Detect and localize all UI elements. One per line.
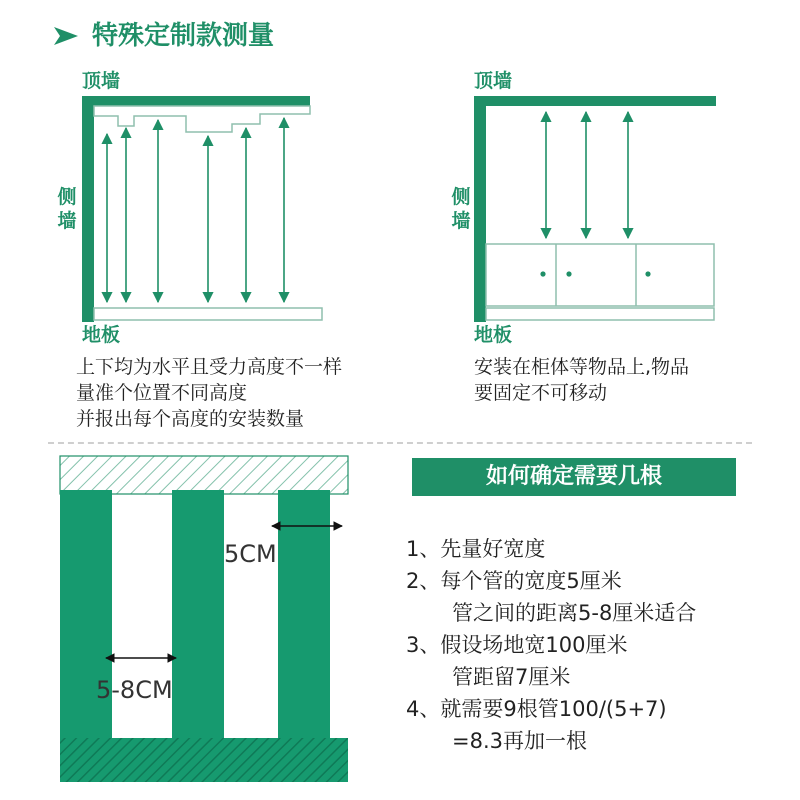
step-text: 就需要9根管100/(5+7) [440, 697, 667, 721]
step-number: 2、 [406, 569, 441, 593]
step-item [406, 630, 627, 660]
step-text: 每个管的宽度5厘米 [440, 569, 622, 593]
right-caption-line: 安装在柜体等物品上,物品 [474, 356, 690, 378]
left-wall-label-2: 墙 [57, 210, 77, 232]
step-number: 3、 [406, 633, 441, 657]
left-ceiling [82, 96, 310, 106]
left-caption-line: 并报出每个高度的安装数量 [76, 408, 305, 430]
bottom-base [60, 738, 348, 782]
step-number: 4、 [406, 697, 441, 721]
pipe-spacing-diagram [0, 440, 380, 800]
step-text: 先量好宽度 [440, 537, 546, 561]
left-floor-label: 地板 [82, 324, 121, 346]
step-number: 1、 [406, 537, 441, 561]
left-caption-line: 量准个位置不同高度 [76, 382, 248, 404]
page-title: 特殊定制款测量 [92, 21, 275, 51]
right-floor [486, 308, 714, 320]
step-text: 管之间的距离5-8厘米适合 [452, 601, 697, 625]
pipe [278, 490, 330, 738]
right-wall-label-2: 墙 [451, 210, 471, 232]
step-text: 管距留7厘米 [452, 665, 571, 689]
how-many-banner: 如何确定需要几根 [412, 458, 736, 496]
step-item [406, 566, 622, 596]
cabinet [486, 244, 714, 306]
right-caption-line: 要固定不可移动 [474, 382, 608, 404]
right-side-wall [474, 96, 486, 322]
left-side-wall [82, 96, 94, 322]
step-text: =8.3再加一根 [452, 729, 587, 753]
step-item [406, 694, 667, 724]
cabinet-knob [645, 271, 650, 276]
right-floor-label: 地板 [474, 324, 513, 346]
step-item [406, 534, 545, 564]
right-ceiling-label: 顶墙 [474, 70, 513, 92]
cabinet-knob [540, 271, 545, 276]
gap-label: 5-8CM [96, 676, 173, 704]
pipe [172, 490, 224, 738]
right-ceiling [474, 96, 716, 106]
left-wall-label-1: 侧 [57, 186, 77, 208]
top-beam-hatch [60, 456, 348, 494]
pipe-width-label: 5CM [224, 540, 277, 568]
right-wall-label-1: 侧 [451, 186, 471, 208]
step-text: 假设场地宽100厘米 [440, 633, 628, 657]
left-ceiling-label: 顶墙 [82, 70, 121, 92]
left-floor [94, 308, 322, 320]
left-caption-line: 上下均为水平且受力高度不一样 [76, 356, 343, 378]
cabinet-knob [566, 271, 571, 276]
